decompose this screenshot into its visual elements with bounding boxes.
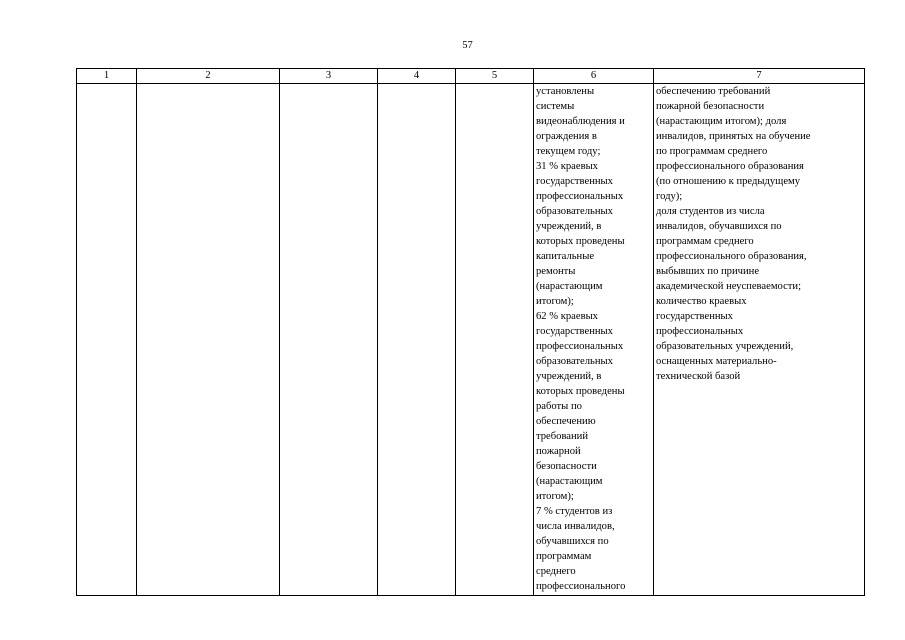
cell-col-1	[77, 84, 137, 596]
header-col-1: 1	[77, 69, 137, 84]
document-table	[76, 68, 865, 596]
cell-col-4	[378, 84, 456, 596]
cell-col-6-indicators: установлены системы видеонаблюдения и ограждения в текущем году; 31 % краевых государственных профессиональных образовательных учреждений, в которых проведены капитальные ремонты (нарастающим итогом); 62 % краевых государственных профессиональных образовательных учреждений, в которых проведены работы по обеспечению требований пожарной безопасности (нарастающим итогом); 7 % студентов из числа инвалидов, обучавшихся по программам среднего профессионального	[534, 84, 654, 596]
cell-col-7-indicators: обеспечению требований пожарной безопасности (нарастающим итогом); доля инвалидов, принятых на обучение по программам среднего профессионального образования (по отношению к предыдущему году); доля студентов из числа инвалидов, обучавшихся по программам среднего профессионального образования, выбывших по причине академической неуспеваемости; количество краевых государственных профессиональных образовательных учреждений, оснащенных материально- технической базой	[654, 84, 865, 596]
cell-col-2	[137, 84, 280, 596]
header-col-6: 6	[534, 69, 654, 84]
header-col-5: 5	[456, 69, 534, 84]
cell-col-5	[456, 84, 534, 596]
cell-col-3	[280, 84, 378, 596]
header-col-4: 4	[378, 69, 456, 84]
table-row	[77, 84, 865, 596]
page-number: 57	[462, 40, 473, 51]
header-col-3: 3	[280, 69, 378, 84]
header-col-2: 2	[137, 69, 280, 84]
header-col-7: 7	[654, 69, 865, 84]
table-header-row	[77, 69, 865, 84]
